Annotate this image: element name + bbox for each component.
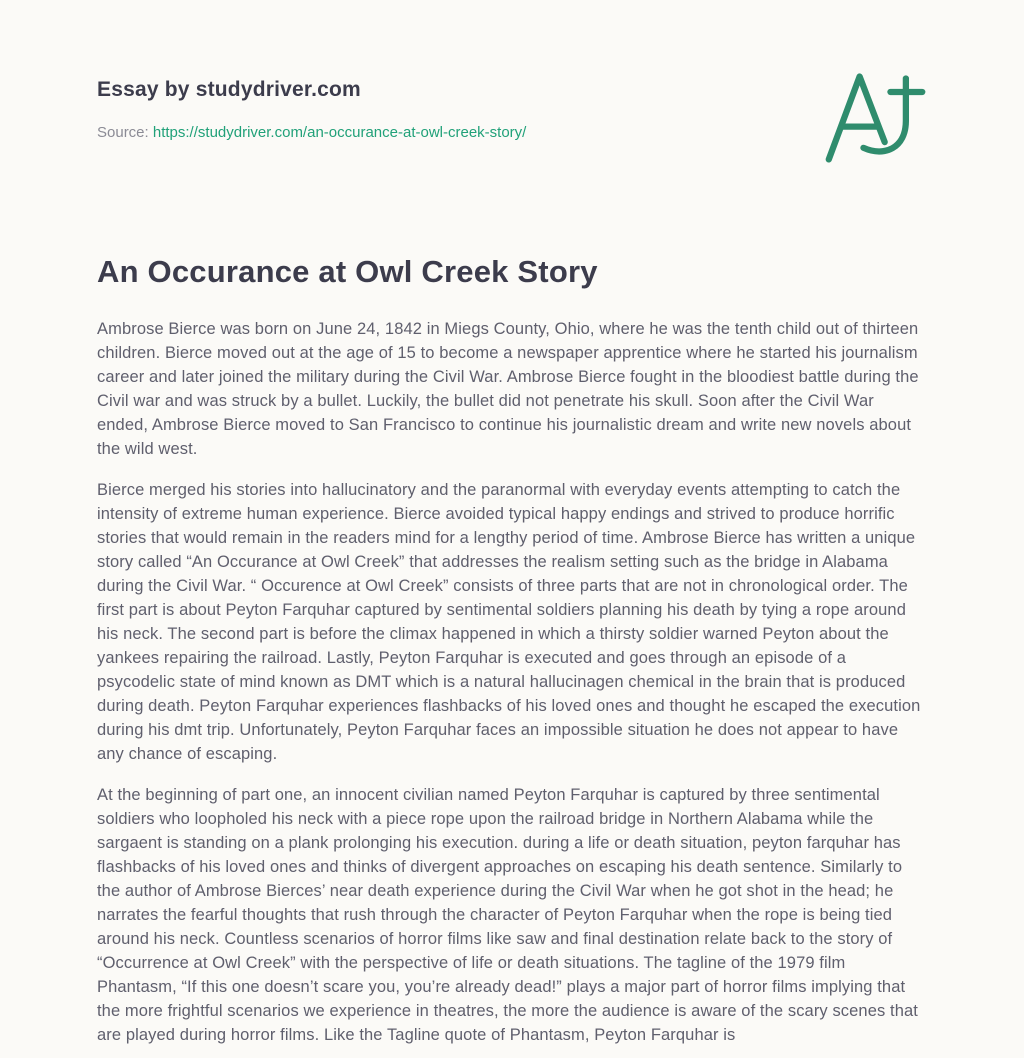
studydriver-logo-icon xyxy=(823,70,929,164)
essay-byline: Essay by studydriver.com xyxy=(97,78,361,101)
source-link[interactable]: https://studydriver.com/an-occurance-at-owl-creek-story/ xyxy=(152,124,527,141)
essay-paragraph: At the beginning of part one, an innocent civilian named Peyton Farquhar is captured by three sentimental soldiers who loopholed his neck with a piece rope upon the railroad bridge in Northern Alabama while the sargaent is standing on a plank prolonging his execution. during a life or death situation, peyton farquhar has flashbacks of his loved ones and thinks of divergent approaches on escaping his death sentence. Similarly to the author of Ambrose Bierces’ near death experience during the Civil War when he got shot in the head; he narrates the fearful thoughts that rush through the character of Peyton Farquhar when the rope is being tied around his neck. Countless scenarios of horror films like saw and final destination relate back to the story of “Occurrence at Owl Creek” with the perspective of life or death situations. The tagline of the 1979 film Phantasm, “If this one doesn’t scare you, you’re already dead!” plays a major part of horror films implying that the more frightful scenarios we experience in theatres, the more the audience is aware of the scary scenes that are played during horror films. Like the Tagline quote of Phantasm, Peyton Farquhar is xyxy=(97,786,918,1044)
essay-body xyxy=(97,317,927,1047)
source-label: Source: xyxy=(97,124,149,141)
essay-paragraph: Ambrose Bierce was born on June 24, 1842 in Miegs County, Ohio, where he was the tenth child out of thirteen children. Bierce moved out at the age of 15 to become a newspaper apprentice where he started his journalism career and later joined the military during the Civil War. Ambrose Bierce fought in the bloodiest battle during the Civil war and was struck by a bullet. Luckily, the bullet did not penetrate his skull. Soon after the Civil War ended, Ambrose Bierce moved to San Francisco to continue his journalistic dream and write new novels about the wild west. xyxy=(97,320,919,458)
page-header xyxy=(97,78,927,141)
essay-title: An Occurance at Owl Creek Story xyxy=(97,254,598,289)
source-line xyxy=(97,124,927,141)
essay-content xyxy=(97,253,927,1047)
essay-paragraph: Bierce merged his stories into hallucinatory and the paranormal with everyday events attempting to catch the intensity of extreme human experience. Bierce avoided typical happy endings and strived to produce horrific stories that would remain in the readers mind for a lengthy period of time. Ambrose Bierce has written a unique story called “An Occurance at Owl Creek” that addresses the realism setting such as the bridge in Alabama during the Civil War. “ Occurence at Owl Creek” consists of three parts that are not in chronological order. The first part is about Peyton Farquhar captured by sentimental soldiers planning his death by tying a rope around his neck. The second part is before the climax happened in which a thirsty soldier warned Peyton about the yankees repairing the railroad. Lastly, Peyton Farquhar is executed and goes through an episode of a psycodelic state of mind known as DMT which is a natural hallucinagen chemical in the brain that is produced during death. Peyton Farquhar experiences flashbacks of his loved ones and thought he escaped the execution during his dmt trip. Unfortunately, Peyton Farquhar faces an impossible situation he does not appear to have any chance of escaping. xyxy=(97,481,921,763)
